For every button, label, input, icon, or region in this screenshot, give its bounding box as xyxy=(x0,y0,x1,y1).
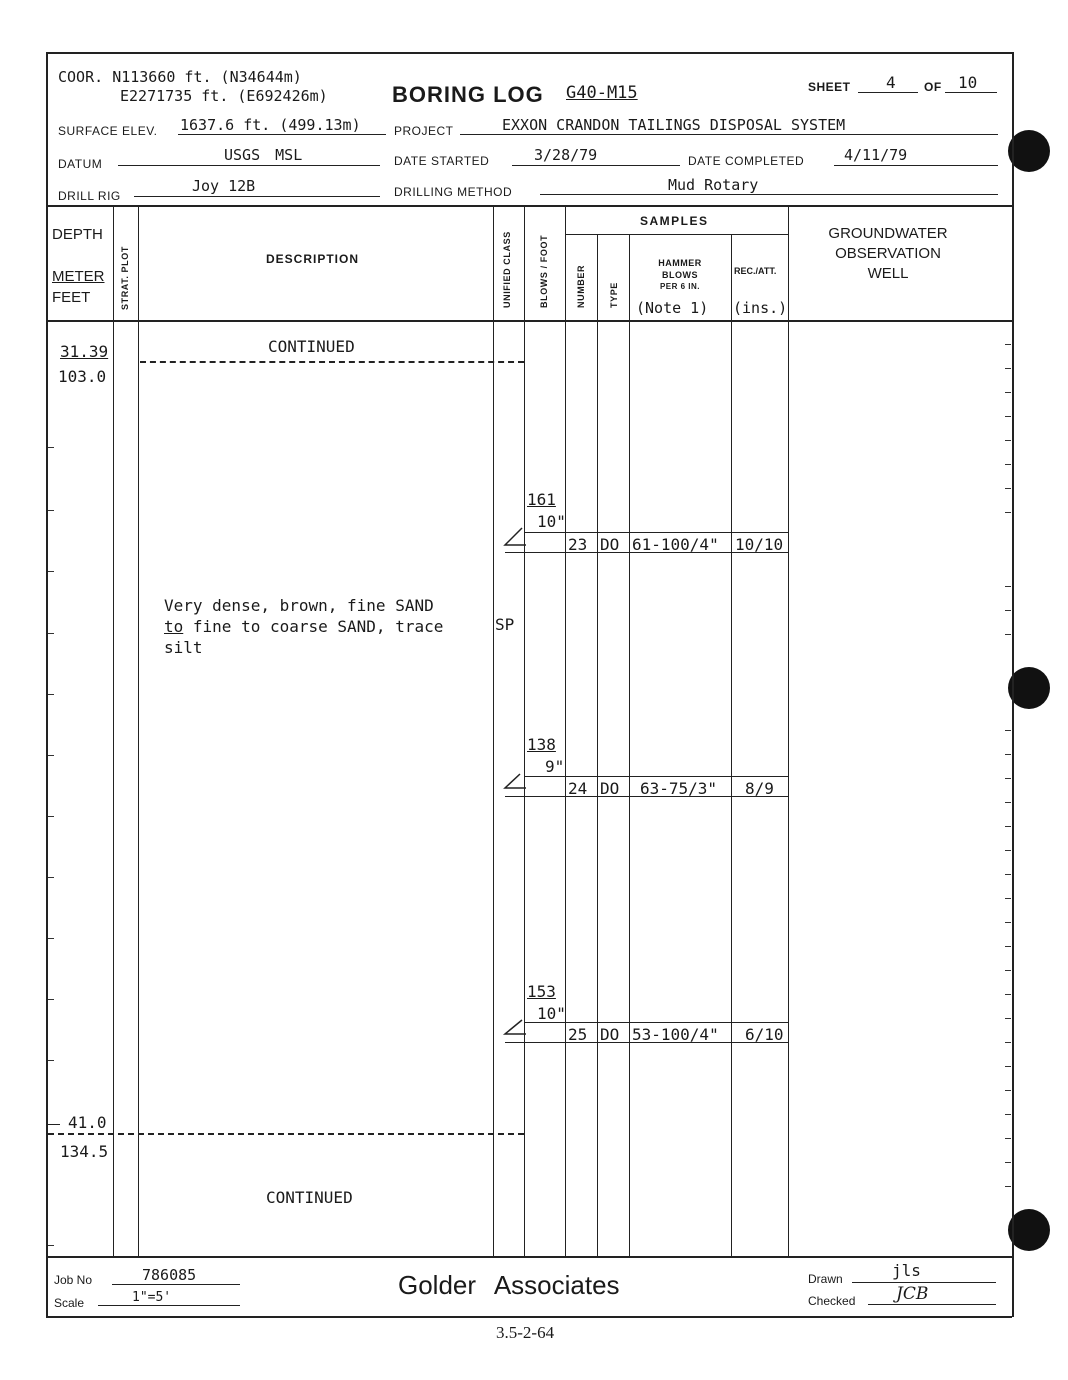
drawn-by: jls xyxy=(892,1261,921,1280)
col-gw-left xyxy=(788,207,789,1256)
date-completed-line xyxy=(834,165,998,166)
depth-tick xyxy=(48,510,54,511)
sample-type: DO xyxy=(600,1025,620,1044)
hammer-line-2: BLOWS xyxy=(662,270,698,280)
scale-tick xyxy=(1005,1018,1011,1019)
project: EXXON CRANDON TAILINGS DISPOSAL SYSTEM xyxy=(502,116,846,134)
gw-line-3: WELL xyxy=(867,265,909,282)
scale-tick xyxy=(1005,1162,1011,1163)
col-header-unified-class: UNIFIED CLASS xyxy=(502,231,512,308)
surface-elev: 1637.6 ft. (499.13m) xyxy=(180,116,361,134)
footer-top xyxy=(46,1256,1012,1258)
scale-tick xyxy=(1005,512,1011,513)
scale-tick xyxy=(1005,416,1011,417)
scale: 1"=5' xyxy=(132,1290,172,1305)
col-header-groundwater xyxy=(788,224,988,284)
col-number-left xyxy=(565,207,566,1256)
description-line-3: silt xyxy=(164,638,203,657)
scale-tick xyxy=(1005,994,1011,995)
frame-left xyxy=(46,52,48,1317)
depth-tick xyxy=(48,999,54,1000)
description-line-1: Very dense, brown, fine SAND xyxy=(164,596,434,615)
project-label: PROJECT xyxy=(394,124,454,138)
date-completed-label: DATE COMPLETED xyxy=(688,154,805,168)
coor-label: COOR. xyxy=(58,68,104,86)
scale-tick xyxy=(1005,368,1011,369)
scale-tick xyxy=(1005,898,1011,899)
depth-tick xyxy=(48,633,54,634)
coor-northing: N113660 ft. (N34644m) xyxy=(112,68,302,86)
frame-bottom xyxy=(46,1316,1012,1318)
recovery: 6/10 xyxy=(745,1025,784,1044)
sheet-total: 10 xyxy=(958,73,978,92)
hammer-line-3: PER 6 IN. xyxy=(659,282,701,291)
gw-line-2: OBSERVATION xyxy=(835,245,941,262)
blows-penetration: 10" xyxy=(537,1004,566,1023)
binder-hole-bottom xyxy=(1008,1209,1050,1251)
coordinates xyxy=(58,68,302,86)
job-no: 786085 xyxy=(142,1266,197,1284)
boring-log-title: BORING LOG xyxy=(392,82,544,107)
depth-tick xyxy=(48,816,54,817)
description-line-2 xyxy=(164,616,443,637)
datum-line xyxy=(118,165,380,166)
scale-tick xyxy=(1005,730,1011,731)
scale-tick xyxy=(1005,850,1011,851)
depth-tick xyxy=(48,571,54,572)
sample-top-line xyxy=(524,1022,788,1023)
col-header-rec-units: (ins.) xyxy=(733,299,788,317)
hammer-line-1: HAMMER xyxy=(658,258,702,268)
col-rec-left xyxy=(731,235,732,1256)
scale-tick xyxy=(1005,1138,1011,1139)
job-no-line xyxy=(112,1284,240,1285)
sample-top-line xyxy=(524,776,788,777)
scale-tick xyxy=(1005,754,1011,755)
stratum-boundary-bottom xyxy=(48,1133,524,1135)
continued-bottom: CONTINUED xyxy=(266,1188,353,1207)
col-header-description: DESCRIPTION xyxy=(266,252,360,266)
boring-id: G40-M15 xyxy=(566,83,638,103)
binder-hole-middle xyxy=(1008,667,1050,709)
hammer-blows: 61-100/4" xyxy=(632,535,719,554)
samples-subheader-line xyxy=(565,234,788,235)
sheet-underline xyxy=(858,92,918,93)
stratum-boundary-top xyxy=(140,361,524,363)
scale-tick xyxy=(1005,922,1011,923)
col-header-number: NUMBER xyxy=(576,264,586,308)
date-started-line xyxy=(512,165,680,166)
datum-label: DATUM xyxy=(58,157,103,171)
depth-tick xyxy=(48,694,54,695)
col-uc-left xyxy=(493,207,494,1256)
project-line xyxy=(460,134,998,135)
job-no-label: Job No xyxy=(54,1273,93,1287)
scale-tick xyxy=(1005,1066,1011,1067)
hammer-blows: 63-75/3" xyxy=(640,779,718,798)
depth-tick xyxy=(48,447,54,448)
sample-number: 23 xyxy=(568,535,588,554)
recovery: 10/10 xyxy=(735,535,784,554)
scale-tick xyxy=(1005,586,1011,587)
sample-arrow-icon xyxy=(505,774,526,788)
scale-tick xyxy=(1005,874,1011,875)
frame-right xyxy=(1012,52,1014,1317)
of-label: OF xyxy=(924,80,942,94)
surface-elev-label: SURFACE ELEV. xyxy=(58,124,158,138)
drilling-method-label: DRILLING METHOD xyxy=(394,185,513,199)
datum: USGS MSL xyxy=(224,146,303,164)
checked-line xyxy=(868,1304,996,1305)
drawn-line xyxy=(852,1282,996,1283)
sample-type: DO xyxy=(600,535,620,554)
depth-bottom-meter: 41.0 xyxy=(68,1113,107,1132)
recovery: 8/9 xyxy=(745,779,774,798)
col-strat-right xyxy=(138,207,139,1256)
hammer-blows: 53-100/4" xyxy=(632,1025,719,1044)
surface-elev-line xyxy=(178,134,386,135)
gw-line-1: GROUNDWATER xyxy=(828,225,948,242)
scale-label: Scale xyxy=(54,1296,85,1310)
unified-class: SP xyxy=(495,615,515,634)
sample-arrows xyxy=(500,0,530,1100)
sample-number: 24 xyxy=(568,779,588,798)
depth-tick xyxy=(48,755,54,756)
col-header-samples: SAMPLES xyxy=(640,214,709,228)
coor-easting: E2271735 ft. (E692426m) xyxy=(120,87,328,105)
scale-tick xyxy=(1005,826,1011,827)
checked-by-signature: JCB xyxy=(896,1284,929,1304)
col-header-meter: METER xyxy=(52,268,105,285)
description-line-2-rest: fine to coarse SAND, trace xyxy=(183,617,444,636)
scale-tick xyxy=(1005,610,1011,611)
depth-tick xyxy=(48,877,54,878)
col-header-blows-foot: BLOWS / FOOT xyxy=(539,234,549,308)
depth-top-feet: 103.0 xyxy=(58,367,107,386)
sample-number: 25 xyxy=(568,1025,588,1044)
drilling-method-line xyxy=(540,194,998,195)
blows-per-foot: 138 xyxy=(527,735,556,754)
binder-hole-top xyxy=(1008,130,1050,172)
scale-tick xyxy=(1005,488,1011,489)
col-hammer-left xyxy=(629,235,630,1256)
drill-rig: Joy 12B xyxy=(192,177,256,195)
depth-top-meter: 31.39 xyxy=(60,342,109,361)
soil-description xyxy=(164,595,443,658)
continued-top: CONTINUED xyxy=(268,337,355,356)
depth-bottom-tick xyxy=(46,1124,60,1125)
col-header-hammer-note: (Note 1) xyxy=(636,299,709,317)
col-header-depth: DEPTH xyxy=(52,226,103,243)
scale-tick xyxy=(1005,970,1011,971)
date-completed: 4/11/79 xyxy=(844,146,908,164)
company-name: Golder Associates xyxy=(398,1270,620,1300)
sample-top-line xyxy=(524,532,788,533)
blows-penetration: 9" xyxy=(545,757,565,776)
scale-tick xyxy=(1005,778,1011,779)
col-header-hammer xyxy=(629,257,731,293)
scale-tick xyxy=(1005,440,1011,441)
scale-tick xyxy=(1005,1090,1011,1091)
col-header-rec-att: REC./ATT. xyxy=(734,266,777,276)
drilling-method: Mud Rotary xyxy=(668,176,759,194)
drawn-label: Drawn xyxy=(808,1272,843,1286)
depth-tick xyxy=(48,938,54,939)
scale-tick xyxy=(1005,344,1011,345)
date-started: 3/28/79 xyxy=(534,146,598,164)
scale-tick xyxy=(1005,634,1011,635)
sample-arrow-icon xyxy=(505,528,526,545)
drill-rig-label: DRILL RIG xyxy=(58,189,121,203)
col-header-feet: FEET xyxy=(52,289,91,306)
sample-type: DO xyxy=(600,779,620,798)
sheet-number: 4 xyxy=(886,73,896,92)
blows-penetration: 10" xyxy=(537,512,566,531)
scale-tick xyxy=(1005,946,1011,947)
scale-line xyxy=(98,1305,240,1306)
scale-tick xyxy=(1005,1186,1011,1187)
checked-label: Checked xyxy=(808,1294,856,1308)
drill-rig-line xyxy=(134,196,380,197)
scale-tick xyxy=(1005,464,1011,465)
depth-bottom-feet: 134.5 xyxy=(60,1142,109,1161)
col-header-strat-plot: STRAT. PLOT xyxy=(120,246,130,310)
total-underline xyxy=(945,92,997,93)
depth-tick xyxy=(48,1245,54,1246)
scale-tick xyxy=(1005,802,1011,803)
col-type-left xyxy=(597,235,598,1256)
col-strat-left xyxy=(113,207,114,1256)
blows-per-foot: 161 xyxy=(527,490,556,509)
depth-tick xyxy=(48,1060,54,1061)
scale-tick xyxy=(1005,1042,1011,1043)
blows-per-foot: 153 xyxy=(527,982,556,1001)
sample-arrow-icon xyxy=(505,1020,526,1034)
date-started-label: DATE STARTED xyxy=(394,154,490,168)
description-to: to xyxy=(164,617,184,636)
scale-tick xyxy=(1005,392,1011,393)
page-reference: 3.5-2-64 xyxy=(496,1323,555,1342)
scale-tick xyxy=(1005,1114,1011,1115)
sheet-label: SHEET xyxy=(808,80,851,94)
col-header-type: TYPE xyxy=(609,282,619,308)
